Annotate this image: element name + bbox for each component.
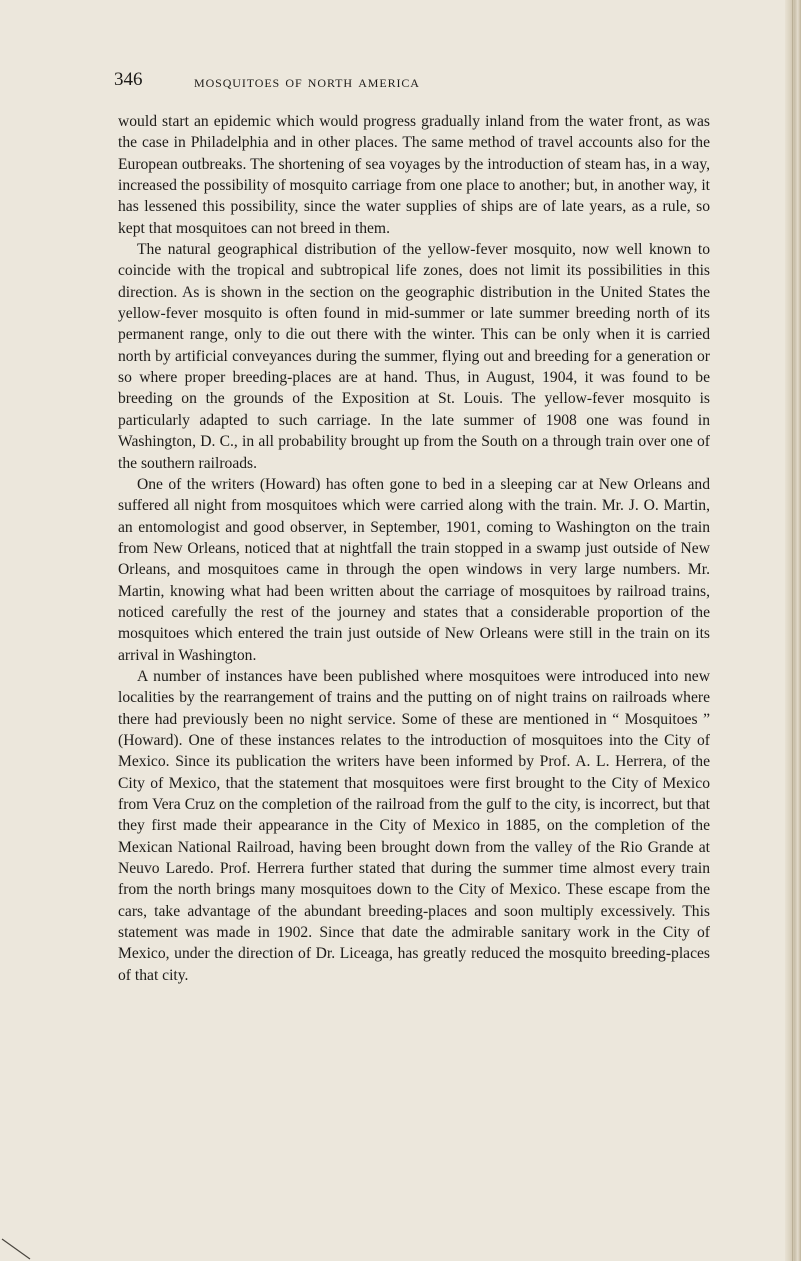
page-edge-line xyxy=(792,0,793,1261)
paragraph: A number of instances have been published where mosquitoes were introduced into new localities by the rearrangement of trains and the putting on of night trains on railroads where there had previously been no night service. Some of these are mentioned in “ Mosquitoes ” (Howard). One of these instances relates to the introduction of mosquitoes into the City of Mexico. Since its publication the writers have been informed by Prof. A. L. Herrera, of the City of Mexico, that the statement that mosquitoes were first brought to the City of Mexico from Vera Cruz on the completion of the railroad from the gulf to the city, is incorrect, but that they first made their appearance in the City of Mexico in 1885, on the completion of the Mexican National Railroad, having been brought down from the valley of the Rio Grande at Neuvo Laredo. Prof. Herrera further stated that during the summer time almost every train from the north brings many mosquitoes down to the City of Mexico. These escape from the cars, take advantage of the abundant breeding-places and soon multiply excessively. This statement was made in 1902. Since that date the admirable sanitary work in the City of Mexico, under the direction of Dr. Liceaga, has greatly reduced the mosquito breeding-places of that city. xyxy=(118,667,710,984)
page-number: 346 xyxy=(114,69,143,90)
page-edge xyxy=(785,0,801,1261)
paragraph: would start an epidemic which would progress gradually inland from the water front, as was the case in Philadelphia and in other places. The same method of travel accounts also for the European outbreaks. The shortening of sea voyages by the introduction of steam has, in a way, increased the possibility of mosquito carriage from one place to another; but, in another way, it has lessened this possibility, since the water supplies of ships are of late years, as a rule, so kept that mosquitoes can not breed in them. xyxy=(118,113,710,237)
page-header xyxy=(114,68,714,96)
paragraph: One of the writers (Howard) has often gone to bed in a sleeping car at New Orleans and suffered all night from mosquitoes which were carried along with the train. Mr. J. O. Martin, an entomologist and good observer, in September, 1901, coming to Washington on the train from New Orleans, noticed that at nightfall the train stopped in a swamp just outside of New Orleans, and mosquitoes came in through the open windows in very large numbers. Mr. Martin, knowing what had been written about the carriage of mosquitoes by railroad trains, noticed carefully the rest of the journey and states that a considerable proportion of the mosquitoes which entered the train just outside of New Orleans were still in the train on its arrival in Washington. xyxy=(118,475,710,664)
paragraph: The natural geographical distribution of the yellow-fever mosquito, now well known to coincide with the tropical and subtropical life zones, does not limit its possibilities in this direction. As is shown in the section on the geographic distribution in the United States the yellow-fever mosquito is often found in mid-summer or late summer breeding north of its permanent range, only to die out there with the winter. This can be only when it is carried north by artificial conveyances during the summer, flying out and breeding for a generation or so where proper breeding-places are at hand. Thus, in August, 1904, it was found to be breeding on the grounds of the Exposition at St. Louis. The yellow-fever mosquito is particularly adapted to such carriage. In the late summer of 1908 one was found in Washington, D. C., in all probability brought up from the South on a through train over one of the southern railroads. xyxy=(118,241,710,472)
running-head: mosquitoes of north america xyxy=(194,71,420,91)
body-text xyxy=(118,111,710,986)
pencil-mark xyxy=(0,1237,32,1261)
